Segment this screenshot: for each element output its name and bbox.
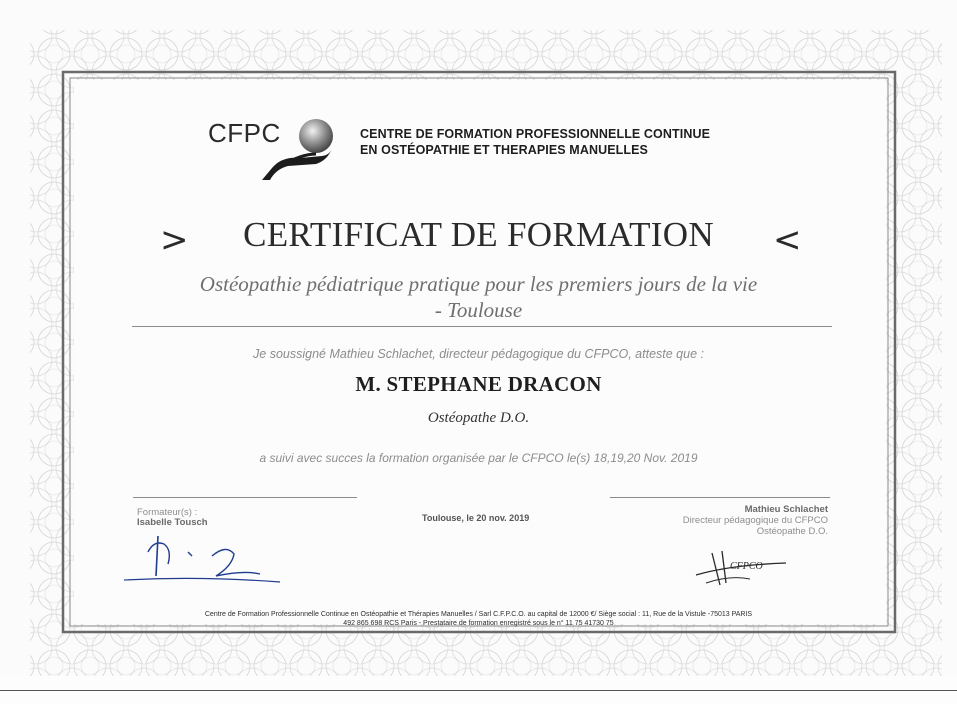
footer-legal-line2: 492 865 698 RCS Paris - Prestataire de formation enregistré sous le n° 11 75 41730 75: [343, 620, 614, 627]
trainer-signature-rule: [133, 497, 357, 498]
certificate-title: CERTIFICAT DE FORMATION: [243, 215, 714, 254]
organization-name-line1: CENTRE DE FORMATION PROFESSIONNELLE CONTINUE: [360, 127, 711, 141]
title-left-chevron: >: [160, 220, 189, 260]
recipient-title: Ostéopathe D.O.: [427, 410, 530, 426]
director-signature: [690, 545, 810, 590]
place-and-date: Toulouse, le 20 nov. 2019: [422, 513, 530, 523]
recipient-name: M. STEPHANE DRACON: [355, 372, 602, 396]
director-signature-rule: [610, 497, 830, 498]
title-right-chevron: <: [773, 220, 802, 260]
director-title: Ostéopathe D.O.: [756, 526, 828, 537]
footer-legal-line1: Centre de Formation Professionnelle Continue en Ostéopathie et Thérapies Manuelles / Sarl C.F.P.C.O. au capital de 12000 €/ Siège social : 11, Rue de la Vistule -75013 PARIS: [204, 611, 753, 618]
director-stamp-text: CFPCO: [730, 561, 763, 572]
logo-wordmark: CFPC: [208, 118, 281, 148]
trainer-label: Formateur(s) :: [137, 507, 198, 518]
director-name: Mathieu Schlachet: [744, 504, 828, 515]
globe-in-hand-icon: [258, 114, 338, 184]
course-title-line2: - Toulouse: [434, 298, 523, 322]
course-title-line1: Ostéopathie pédiatrique pratique pour les premiers jours de la vie: [199, 272, 758, 296]
course-title-underline: [132, 326, 832, 327]
trainer-signature: [120, 530, 290, 590]
trainer-name: Isabelle Tousch: [137, 517, 208, 528]
organization-name-line2: EN OSTÉOPATHIE ET THERAPIES MANUELLES: [360, 143, 648, 157]
attestation-text: Je soussigné Mathieu Schlachet, directeur pédagogique du CFPCO, atteste que :: [253, 347, 704, 361]
completion-text: a suivi avec succes la formation organisée par le CFPCO le(s) 18,19,20 Nov. 2019: [259, 451, 698, 465]
page-bottom-edge: [0, 690, 957, 691]
director-role: Directeur pédagogique du CFPCO: [682, 515, 828, 526]
